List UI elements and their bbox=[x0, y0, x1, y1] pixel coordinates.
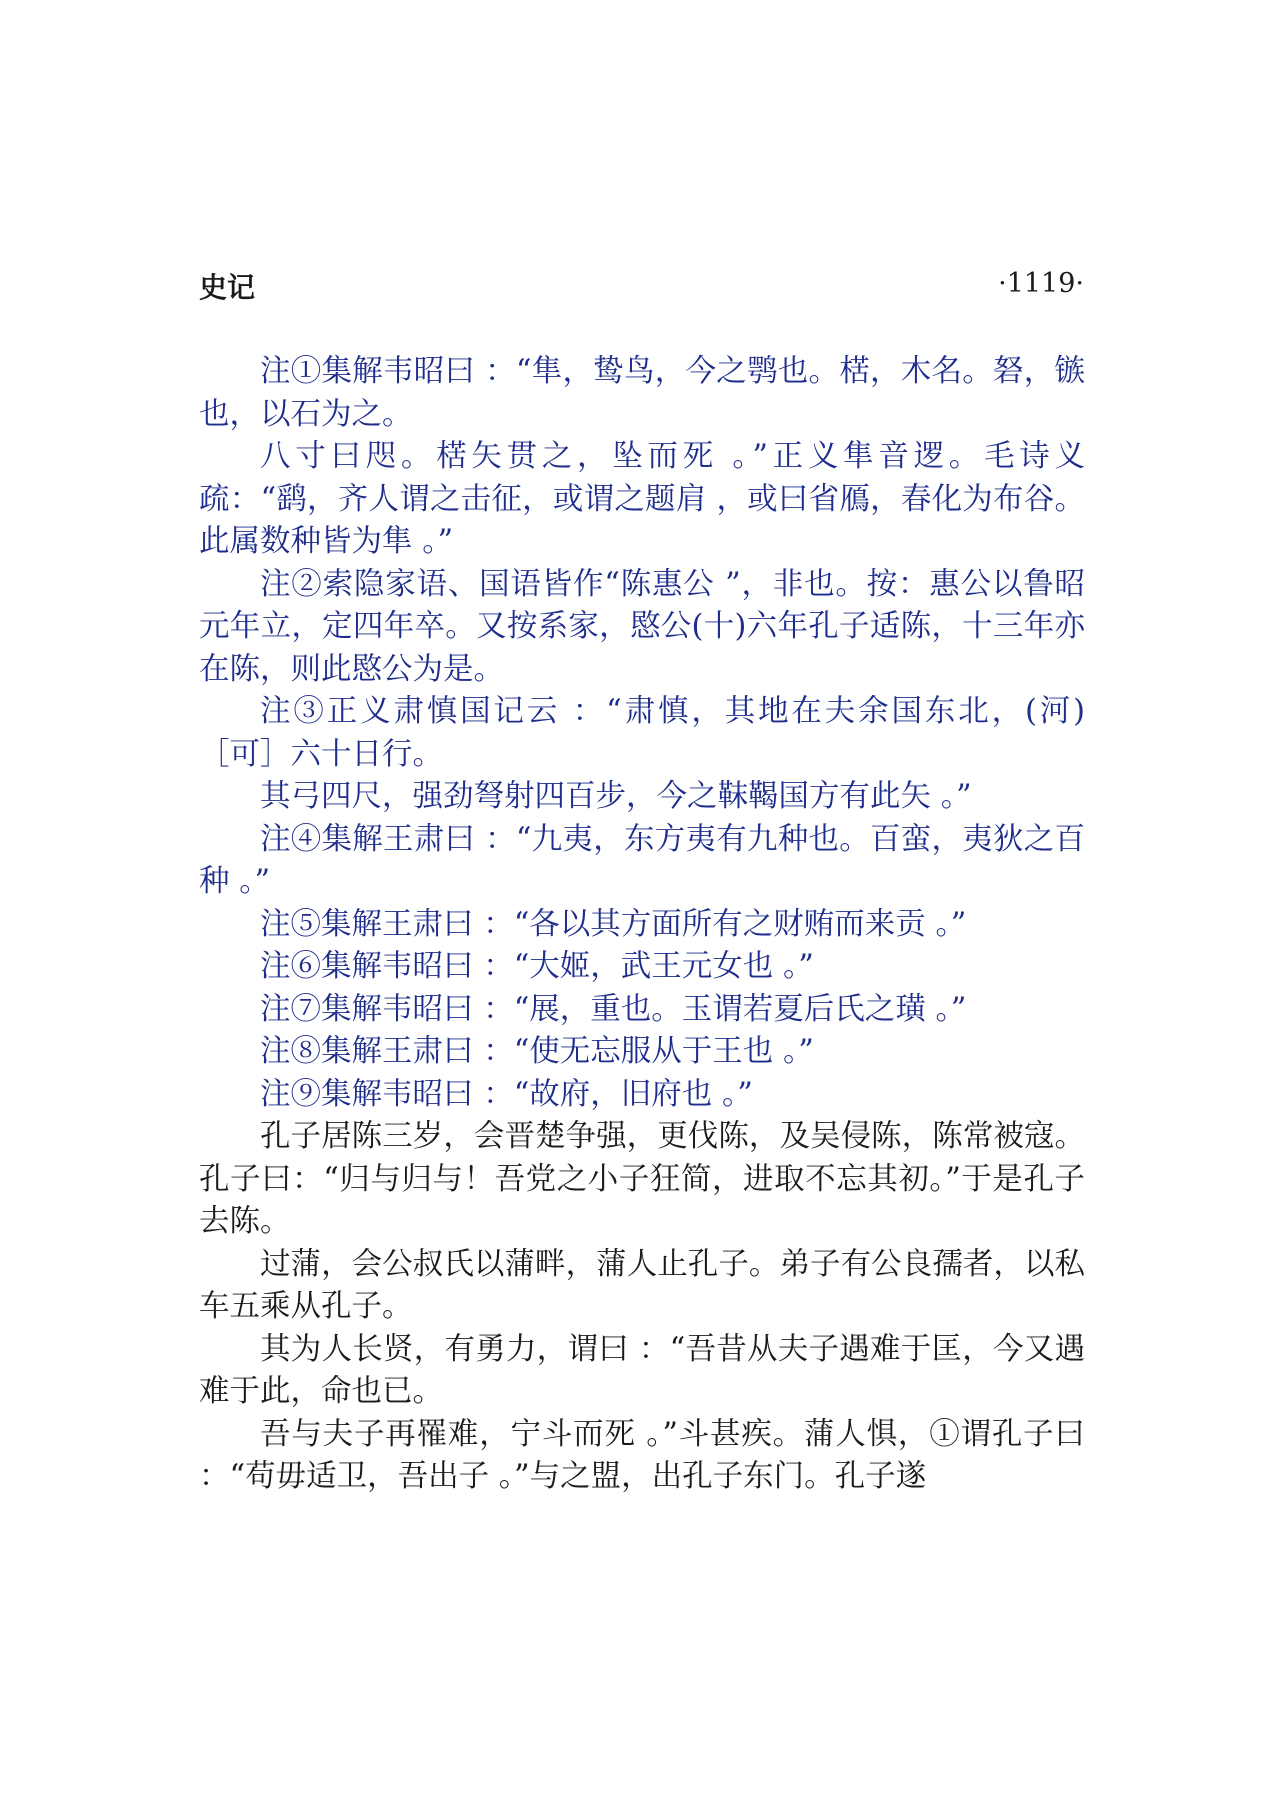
annotation-paragraph: 注⑨集解韦昭曰 ：“故府，旧府也 。” bbox=[260, 1076, 753, 1112]
annotation-paragraph: 八寸曰咫。楛矢贯之，坠而死 。”正义隼音逻。毛诗义疏：“鹞，齐人谓之击征，或谓之题肩 ，或曰省鴈，春化为布谷。此属数种皆为隼 。” bbox=[199, 439, 1085, 559]
annotation-paragraph: 注⑧集解王肃曰 ：“使无忘服从于王也 。” bbox=[260, 1034, 814, 1069]
annotation-paragraph: 注③正义肃慎国记云 ：“肃慎，其地在夫余国东北，(河)［可］六十日行。 bbox=[199, 694, 1085, 772]
main-text-paragraph: 其为人长贤，有勇力，谓曰 ：“吾昔从夫子遇难于匡，今又遇难于此，命也已。 bbox=[199, 1331, 1085, 1409]
body-text bbox=[199, 351, 1085, 1499]
annotation-paragraph: 注⑤集解王肃曰 ：“各以其方面所有之财贿而来贡 。” bbox=[260, 906, 967, 942]
main-text-paragraph: 吾与夫子再罹难，宁斗而死 。”斗甚疾。蒲人惧，①谓孔子曰 ：“苟毋适卫，吾出子 。”与之盟，出孔子东门。孔子遂 bbox=[199, 1416, 1085, 1494]
annotation-paragraph: 注①集解韦昭曰 ：“隼，鸷鸟，今之鹗也。楛，木名。砮，镞也，以石为之。 bbox=[199, 354, 1085, 432]
annotation-paragraph: 注④集解王肃曰 ：“九夷，东方夷有九种也。百蛮，夷狄之百种 。” bbox=[199, 821, 1085, 899]
annotation-paragraph: 注⑦集解韦昭曰 ：“展，重也。玉谓若夏后氏之璜 。” bbox=[260, 991, 967, 1027]
book-title: 史记 bbox=[199, 271, 256, 304]
main-text-paragraph: 孔子居陈三岁，会晋楚争强，更伐陈，及吴侵陈，陈常被寇。孔子曰：“归与归与！吾党之小子狂简，进取不忘其初。”于是孔子去陈。 bbox=[199, 1119, 1085, 1239]
page-number: ·1119· bbox=[998, 268, 1084, 299]
page-header bbox=[199, 266, 1084, 306]
annotation-paragraph: 注⑥集解韦昭曰 ：“大姬，武王元女也 。” bbox=[260, 949, 814, 984]
main-text-paragraph: 过蒲，会公叔氏以蒲畔，蒲人止孔子。弟子有公良孺者，以私车五乘从孔子。 bbox=[199, 1246, 1085, 1324]
annotation-paragraph: 注②索隐家语、国语皆作“陈惠公 ”，非也。按：惠公以鲁昭元年立，定四年卒。又按系家，愍公(十)六年孔子适陈，十三年亦在陈，则此愍公为是。 bbox=[199, 566, 1085, 687]
annotation-paragraph: 其弓四尺，强劲弩射四百步，今之靺鞨国方有此矢 。” bbox=[260, 779, 972, 814]
